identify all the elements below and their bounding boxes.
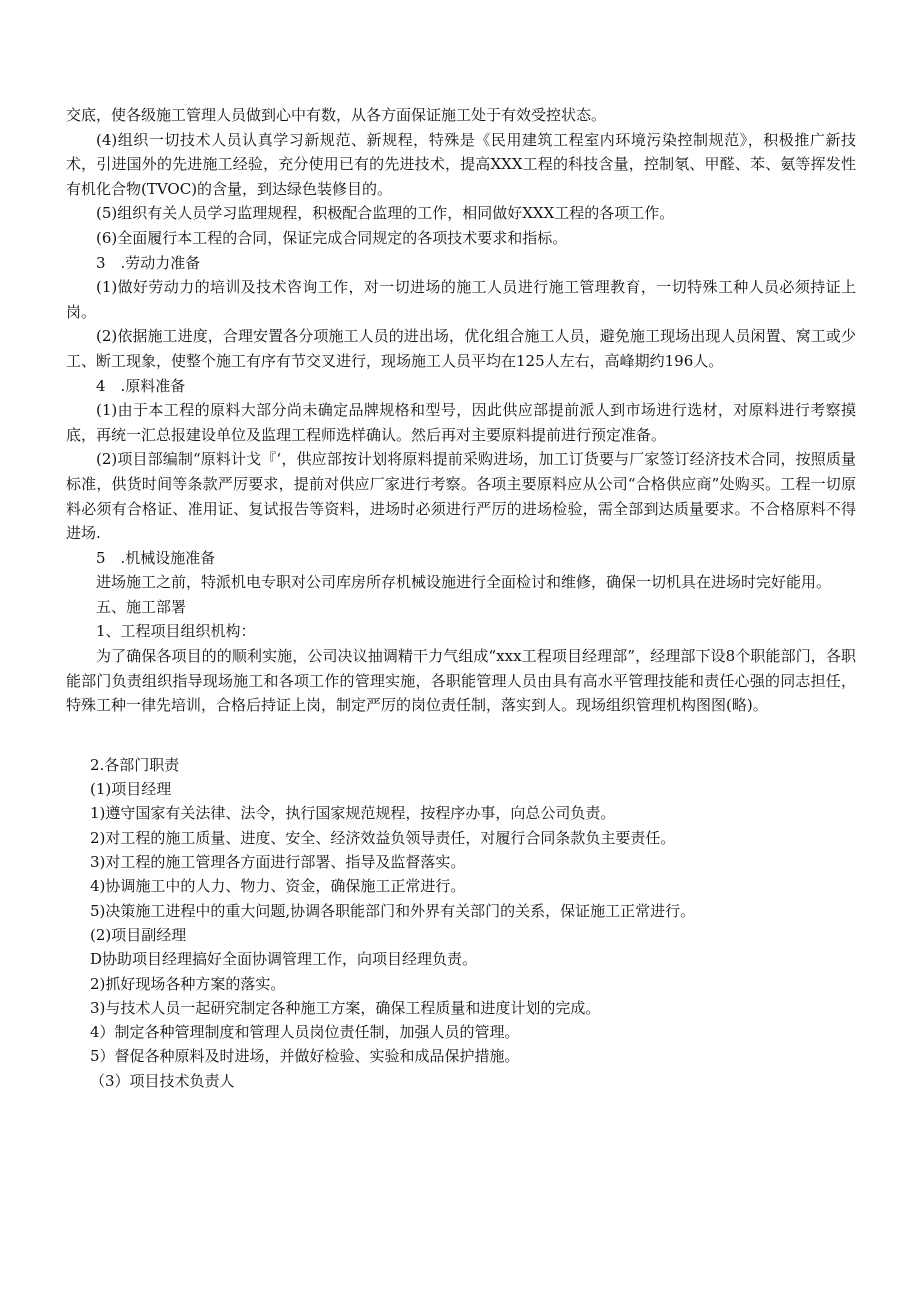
section-heading: 4 .原料准备 <box>96 376 186 395</box>
section-heading: 1、工程项目组织机构： <box>96 622 256 641</box>
subsection-heading: (2)项目副经理 <box>90 925 187 944</box>
paragraph: (1)做好劳动力的培训及技术咨询工作，对一切进场的施工人员进行施工管理教育，一切特殊工种人员必须持证上岗。 <box>66 278 856 321</box>
section-heading: 2.各部门职责 <box>90 755 180 774</box>
paragraph: (5)组织有关人员学习监理规程，积极配合监理的工作，相同做好XXX工程的各项工作。 <box>96 204 675 223</box>
paragraph: 进场施工之前，特派机电专职对公司库房所存机械设施进行全面检讨和维修，确保一切机具在进场时完好能用。 <box>96 573 832 592</box>
list-item: 4）制定各种管理制度和管理人员岗位责任制，加强人员的管理。 <box>90 1023 520 1042</box>
list-item: 1)遵守国家有关法律、法令，执行国家规范规程，按程序办事，向总公司负责。 <box>90 804 616 823</box>
document-body <box>66 103 856 1093</box>
paragraph: (6)全面履行本工程的合同，保证完成合同规定的各项技术要求和指标。 <box>96 228 568 247</box>
list-item: 5）督促各种原料及时进场，并做好检验、实验和成品保护措施。 <box>90 1047 520 1066</box>
list-item: 3)对工程的施工管理各方面进行部署、指导及监督落实。 <box>90 853 466 872</box>
section-heading: 5 .机械设施准备 <box>96 548 216 567</box>
paragraph: (2)项目部编制“原料计戈『‘，供应部按计划将原料提前采购进场，加工订货要与厂家签订经济技术合同，按照质量标准，供货时间等条款严厉要求，提前对供应厂家进行考察。各项主要原料应从公司“合格供应商”处购买。工程一切原料必须有合格证、准用证、复试报告等资料，进场时必须进行严厉的进场检验，需全部到达质量要求。不合格原料不得进场. <box>66 450 856 543</box>
list-item: 5)决策施工进程中的重大问题,协调各职能部门和外界有关部门的关系，保证施工正常进行。 <box>90 901 696 920</box>
list-item: 2)抓好现场各种方案的落实。 <box>90 974 286 993</box>
list-item: 3)与技术人员一起研究制定各种施工方案，确保工程质量和进度计划的完成。 <box>90 998 601 1017</box>
chapter-heading: 五、施工部署 <box>96 597 187 616</box>
subsection-heading: （3）项目技术负责人 <box>90 1071 235 1090</box>
paragraph: 交底，使各级施工管理人员做到心中有数，从各方面保证施工处于有效受控状态。 <box>66 106 607 124</box>
department-duties <box>66 753 856 1093</box>
list-item: 4)协调施工中的人力、物力、资金，确保施工正常进行。 <box>90 877 466 896</box>
list-item: D协助项目经理搞好全面协调管理工作，向项目经理负责。 <box>90 950 478 969</box>
paragraph: (2)依据施工进度，合理安置各分项施工人员的进出场，优化组合施工人员，避免施工现场出现人员闲置、窝工或少工、断工现象，使整个施工有序有节交叉进行，现场施工人员平均在125人左右，高峰期约196人。 <box>66 327 856 370</box>
paragraph: (4)组织一切技术人员认真学习新规范、新规程，特殊是《民用建筑工程室内环境污染控制规范》，积极推广新技术，引进国外的先进施工经验，充分使用已有的先进技术，提高XXX工程的科技含量，控制氡、甲醛、苯、氨等挥发性有机化合物(TVOC)的含量，到达绿色装修目的。 <box>66 130 856 198</box>
list-item: 2)对工程的施工质量、进度、安全、经济效益负领导责任，对履行合同条款负主要责任。 <box>90 828 676 847</box>
paragraph: (1)由于本工程的原料大部分尚未确定品牌规格和型号，因此供应部提前派人到市场进行选材，对原料进行考察摸底，再统一汇总报建设单位及监理工程师选样确认。然后再对主要原料提前进行预定准备。 <box>66 401 856 444</box>
subsection-heading: (1)项目经理 <box>90 780 172 799</box>
paragraph: 为了确保各项目的的顺利实施，公司决议抽调精干力气组成“xxx工程项目经理部”，经理部下设8个职能部门，各职能部门负责组织指导现场施工和各项工作的管理实施，各职能管理人员由具有高水平管理技能和责任心强的同志担任，特殊工种一律先培训，合格后持证上岗，制定严厉的岗位责任制，落实到人。现场组织管理机构图图(略)。 <box>66 647 856 715</box>
section-heading: 3 .劳动力准备 <box>96 253 201 272</box>
